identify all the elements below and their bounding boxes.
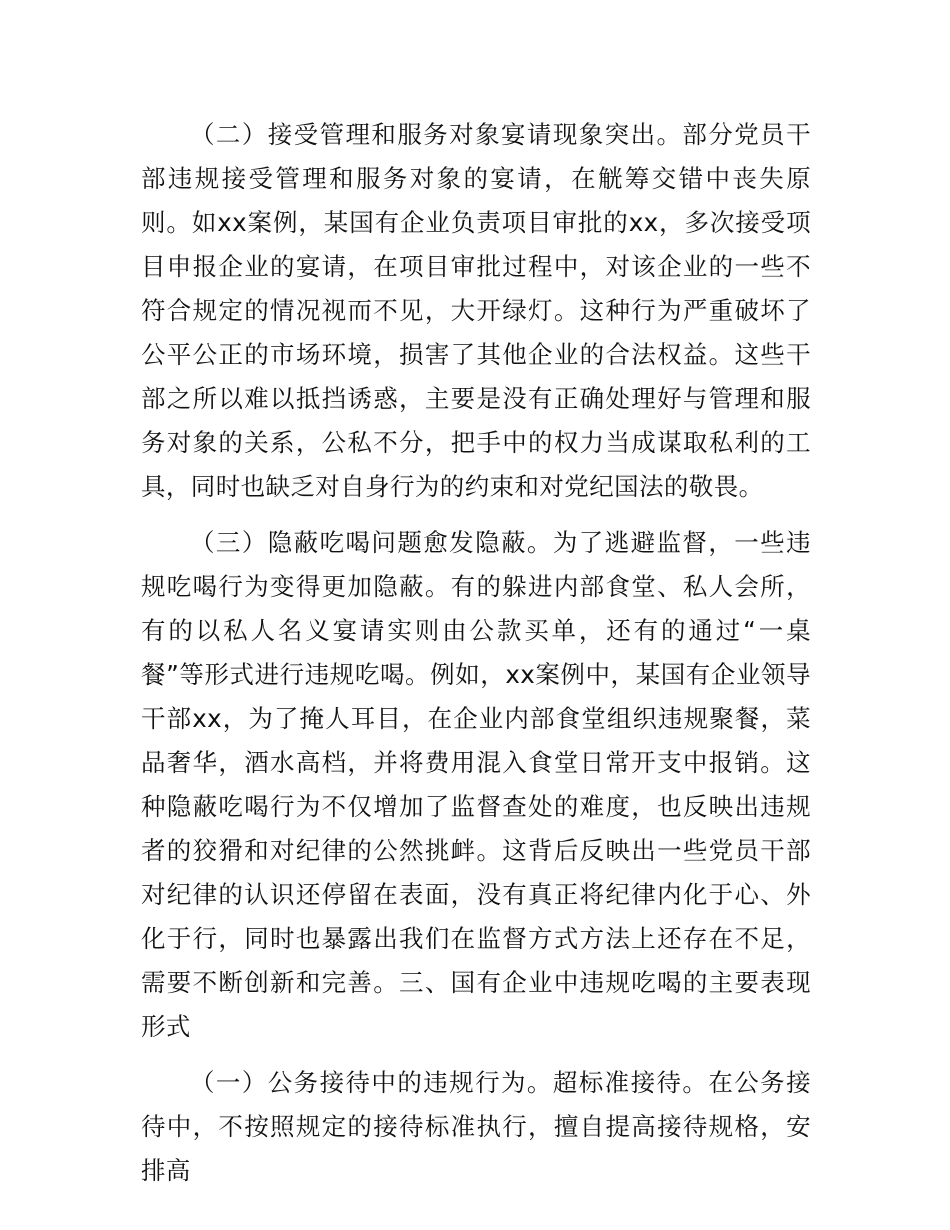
paragraph-2-reception-banquets: （二）接受管理和服务对象宴请现象突出。部分党员干部违规接受管理和服务对象的宴请，在觥筹交错中丧失原则。如xx案例，某国有企业负责项目审批的xx，多次接受项目申报企业的宴请，在项目审批过程中，对该企业的一些不符合规定的情况视而不见，大开绿灯。这种行为严重破坏了公平公正的市场环境，损害了其他企业的合法权益。这些干部之所以难以抵挡诱惑，主要是没有正确处理好与管理和服务对象的关系，公私不分，把手中的权力当成谋取私利的工具，同时也缺乏对自身行为的约束和对党纪国法的敬畏。 [141, 120, 811, 501]
paragraph-3-hidden-dining: （三）隐蔽吃喝问题愈发隐蔽。为了逃避监督，一些违规吃喝行为变得更加隐蔽。有的躲进内部食堂、私人会所，有的以私人名义宴请实则由公款买单，还有的通过“一桌餐”等形式进行违规吃喝。例如，xx案例中，某国有企业领导干部xx，为了掩人耳目，在企业内部食堂组织违规聚餐，菜品奢华，酒水高档，并将费用混入食堂日常开支中报销。这种隐蔽吃喝行为不仅增加了监督查处的难度，也反映出违规者的狡猾和对纪律的公然挑衅。这背后反映出一些党员干部对纪律的认识还停留在表面，没有真正将纪律内化于心、外化于行，同时也暴露出我们在监督方式方法上还存在不足，需要不断创新和完善。三、国有企业中违规吃喝的主要表现形式 [141, 528, 811, 1041]
document-body [141, 113, 811, 1205]
paragraph-1-official-reception: （一）公务接待中的违规行为。超标准接待。在公务接待中，不按照规定的接待标准执行，擅自提高接待规格，安排高 [141, 1068, 811, 1185]
